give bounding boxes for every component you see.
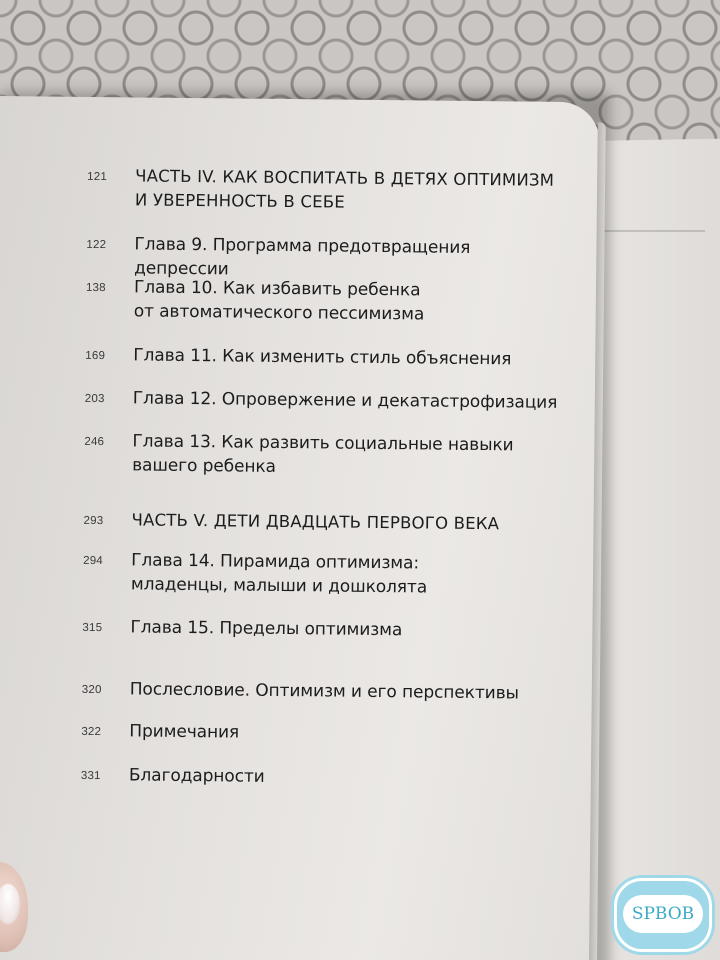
toc-title: Глава 9. Программа предотвращения депрессии (134, 234, 471, 280)
toc-entry-acknowledgements (0, 762, 593, 787)
toc-title: Благодарности (128, 765, 265, 787)
toc-entry-chapter-13 (0, 428, 596, 477)
toc-title: Глава 14. Пирамида оптимизма: младенцы, малыши и дошколята (130, 550, 428, 598)
toc-title: Примечания (129, 721, 240, 743)
watermark-text: SPBOB (631, 904, 695, 924)
toc-page-number: 122 (86, 238, 107, 252)
toc-page-number: 203 (84, 392, 105, 406)
toc-title: Глава 10. Как избавить ребенка от автоматического пессимизма (133, 277, 425, 325)
toc-entry-part-5 (0, 507, 596, 534)
toc-page-number: 322 (81, 725, 102, 739)
watermark-inner (623, 895, 703, 933)
toc-page-number: 138 (85, 281, 106, 295)
toc-title: Послесловие. Оптимизм и его перспективы (129, 679, 519, 704)
toc-entry-notes (0, 718, 593, 743)
toc-entry-chapter-9 (0, 231, 599, 280)
toc-entry-chapter-11 (0, 342, 597, 370)
toc-page-number: 121 (87, 170, 108, 184)
toc-title: Глава 13. Как развить социальные навыки вашего ребенка (132, 431, 514, 477)
toc-page-number: 320 (81, 683, 102, 697)
toc-entry-chapter-15 (0, 614, 595, 641)
toc-page-number: 331 (80, 769, 101, 783)
toc-page-number: 246 (84, 435, 105, 449)
toc-page-number: 294 (83, 554, 103, 568)
toc-page-number: 293 (83, 514, 104, 528)
toc-entry-chapter-14 (0, 547, 595, 598)
toc-page-number: 169 (85, 349, 106, 363)
watermark-badge (614, 878, 712, 952)
toc-title: Глава 12. Опровержение и декатастрофизация (132, 388, 558, 413)
toc-entry-part-4 (0, 163, 599, 212)
toc-entry-chapter-12 (0, 385, 597, 413)
toc-title: ЧАСТЬ IV. КАК ВОСПИТАТЬ В ДЕТЯХ ОПТИМИЗМ И УВЕРЕННОСТЬ В СЕБЕ (134, 166, 555, 212)
toc-entry-afterword (0, 676, 594, 704)
toc-title: Глава 11. Как изменить стиль объяснения (133, 345, 512, 370)
book-page (0, 96, 600, 960)
toc-title: ЧАСТЬ V. ДЕТИ ДВАДЦАТЬ ПЕРВОГО ВЕКА (131, 510, 500, 534)
table-of-contents (0, 96, 600, 960)
toc-title: Глава 15. Пределы оптимизма (130, 617, 403, 641)
toc-page-number: 315 (82, 621, 103, 635)
facing-page-heading-ghost (595, 190, 705, 232)
